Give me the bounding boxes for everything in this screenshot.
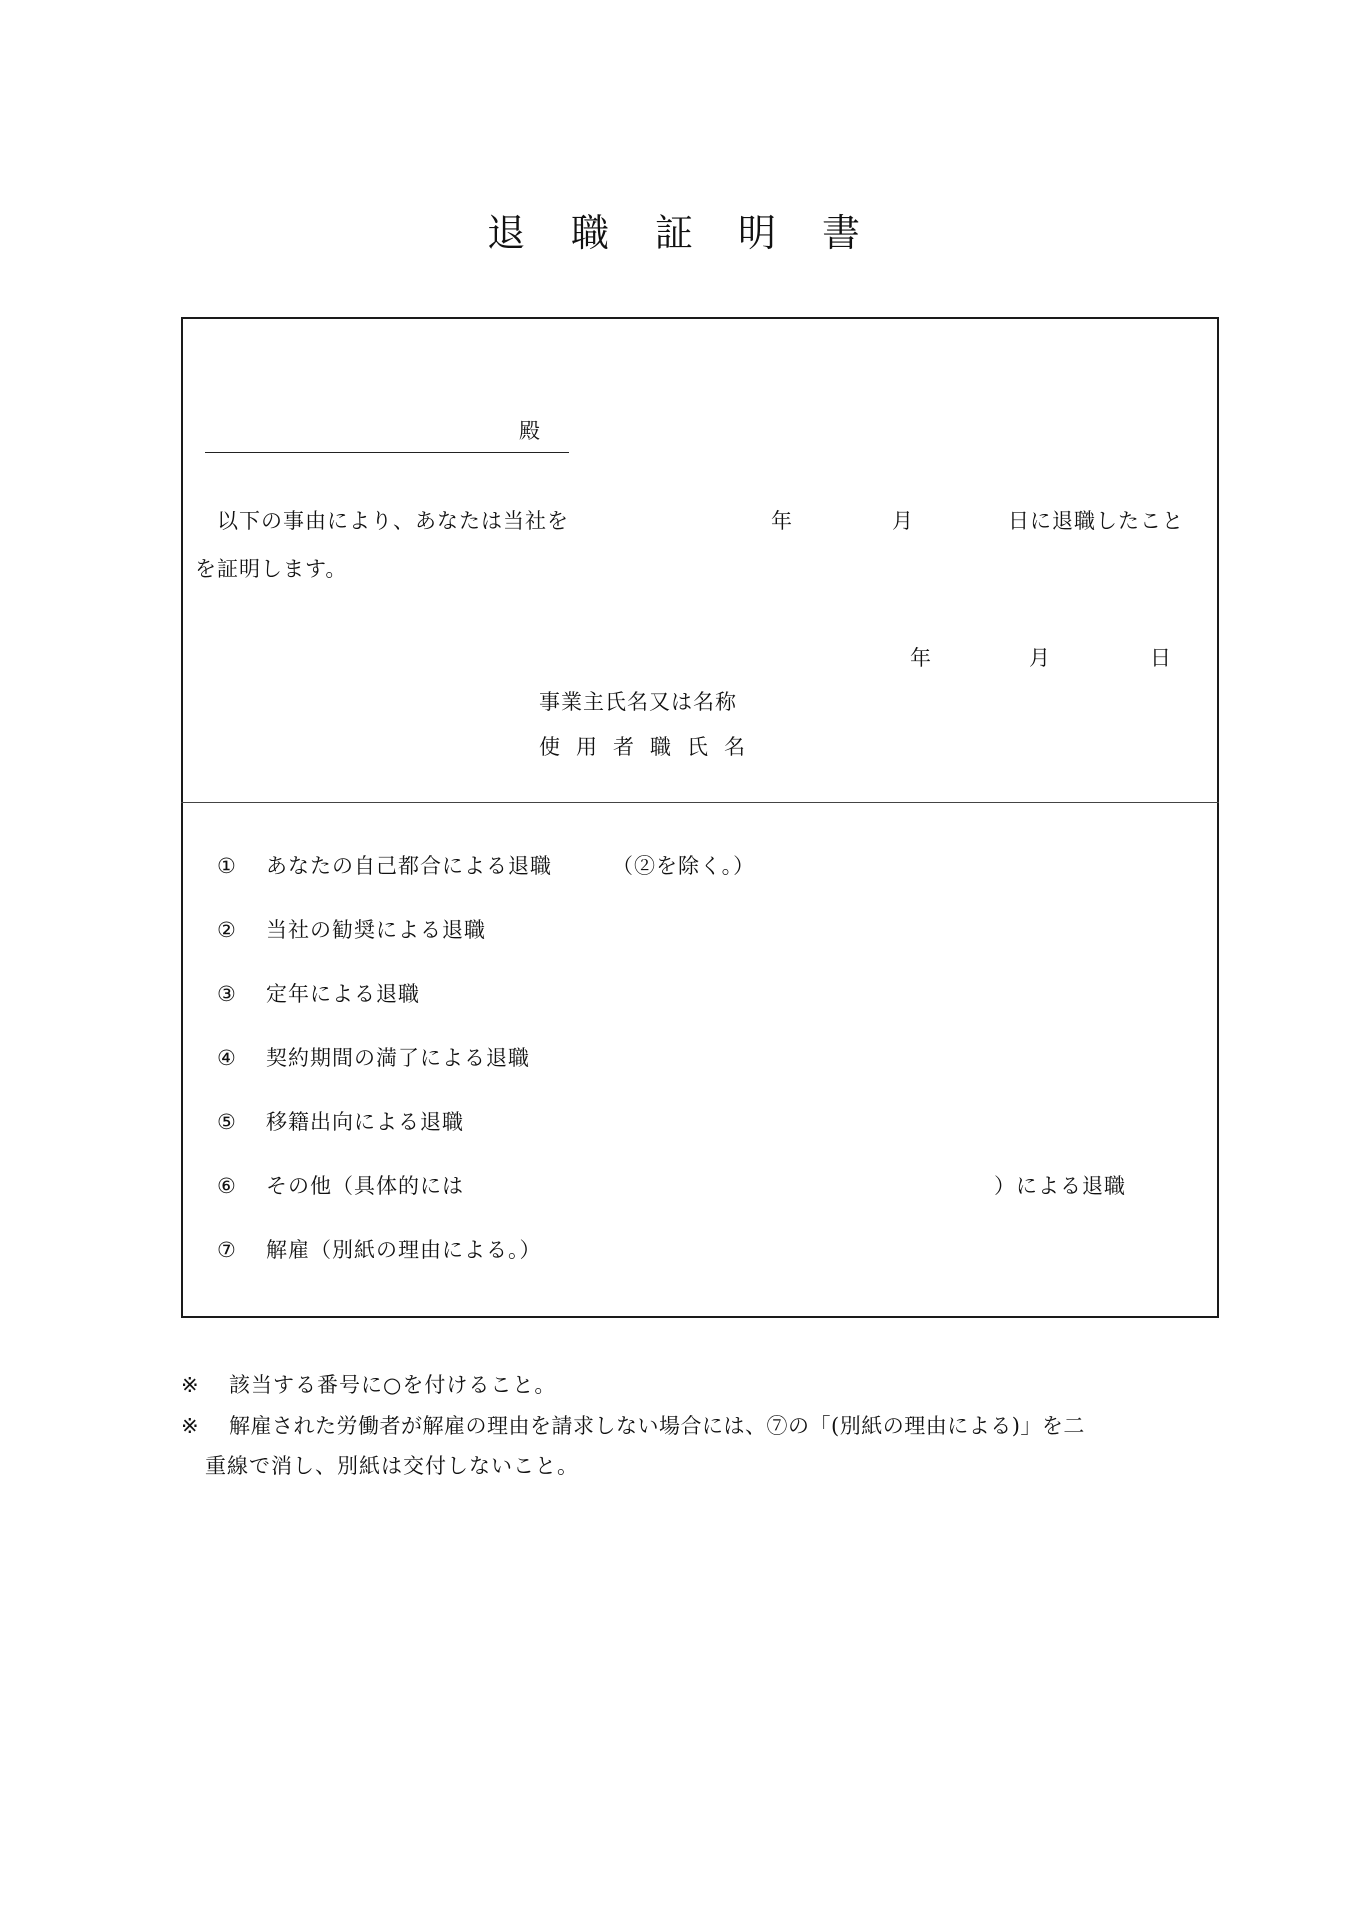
reason-text: 当社の勧奨による退職 — [266, 918, 486, 942]
reason-number[interactable]: ⑦ — [217, 1238, 236, 1262]
reason-number[interactable]: ② — [217, 918, 236, 942]
title-char: 明 — [738, 211, 777, 255]
title-char: 書 — [822, 211, 861, 255]
retire-month-label: 月 — [892, 509, 913, 533]
employer-name-label: 事業主氏名又は名称 — [539, 690, 737, 714]
retire-year-label: 年 — [771, 509, 792, 533]
title-char: 退 — [487, 211, 526, 255]
reason-text: 定年による退職 — [266, 982, 420, 1006]
form-frame — [181, 317, 1219, 1318]
certification-text-cont: を証明します。 — [195, 557, 348, 581]
reason-text: 契約期間の満了による退職 — [266, 1046, 530, 1070]
reason-number[interactable]: ③ — [217, 982, 236, 1006]
issue-month-label: 月 — [1029, 646, 1050, 670]
reason-text: 移籍出向による退職 — [266, 1110, 464, 1134]
note-mark: ※ — [181, 1373, 199, 1397]
reason-note: （②を除く。） — [612, 854, 756, 878]
title-char: 職 — [571, 211, 610, 255]
reason-number[interactable]: ① — [217, 854, 236, 878]
addressee-name-line[interactable] — [205, 452, 569, 453]
retire-day-label: 日に退職したこと — [1008, 509, 1184, 533]
note-text: 解雇された労働者が解雇の理由を請求しない場合には、⑦の「(別紙の理由による)」を二 — [229, 1414, 1085, 1438]
note-text-cont: 重線で消し、別紙は交付しないこと。 — [205, 1454, 579, 1478]
reason-number[interactable]: ⑤ — [217, 1110, 236, 1134]
title-char: 証 — [655, 211, 694, 255]
employer-user-label: 使用者職氏名 — [539, 735, 761, 759]
section-divider — [181, 802, 1219, 803]
note-text: 該当する番号に○を付けること。 — [229, 1373, 557, 1397]
reason-other-tail: ）による退職 — [994, 1174, 1126, 1198]
reason-text: あなたの自己都合による退職 — [266, 854, 552, 878]
reason-number[interactable]: ⑥ — [217, 1174, 236, 1198]
addressee-suffix: 殿 — [519, 419, 540, 443]
note-mark: ※ — [181, 1414, 199, 1438]
issue-day-label: 日 — [1150, 646, 1171, 670]
reason-text: その他（具体的には — [266, 1174, 464, 1198]
reason-text: 解雇（別紙の理由による。） — [266, 1238, 542, 1262]
reason-number[interactable]: ④ — [217, 1046, 236, 1070]
issue-year-label: 年 — [910, 646, 931, 670]
certification-text: 以下の事由により、あなたは当社を — [217, 509, 569, 533]
